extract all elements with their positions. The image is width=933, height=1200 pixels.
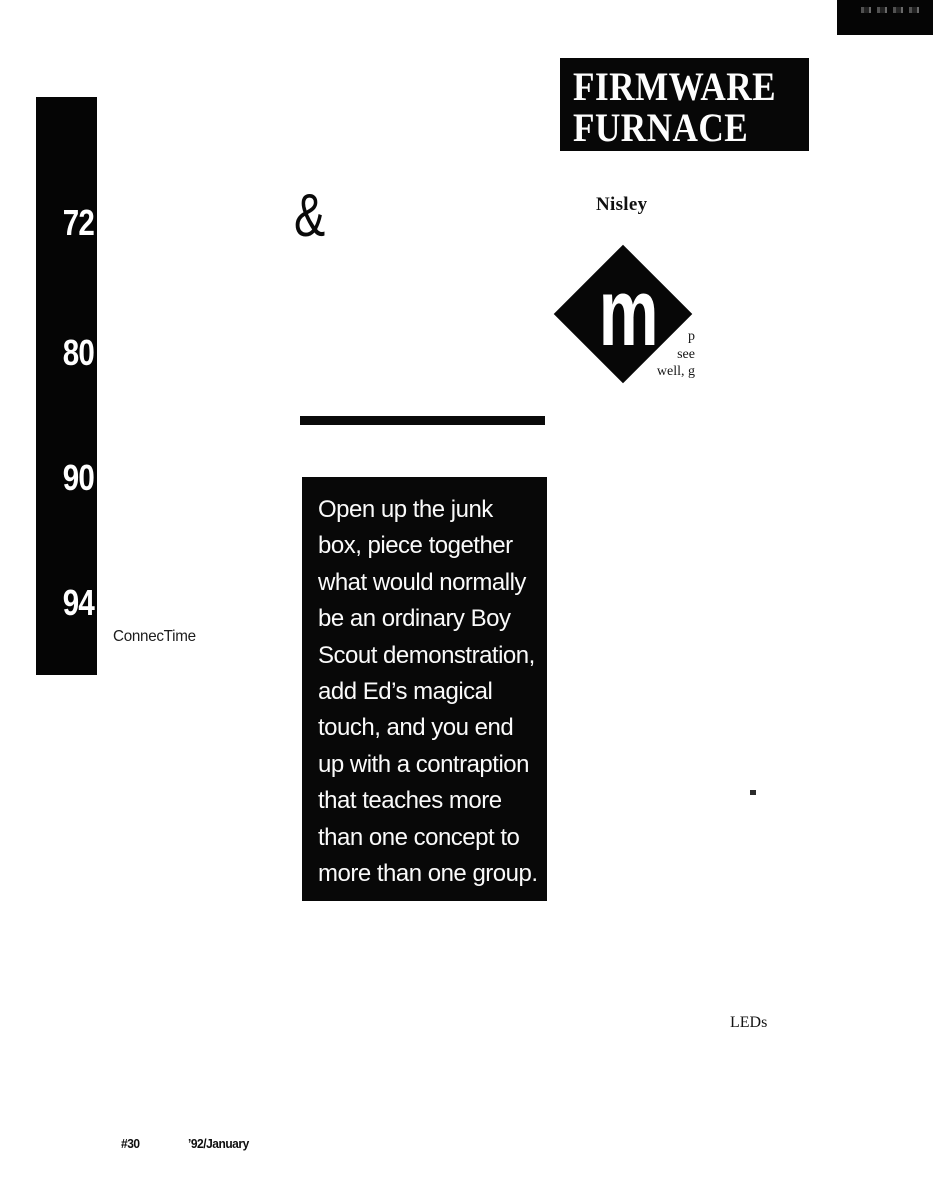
page-number-90: 90 [62, 457, 94, 498]
section-label-connectime: ConnecTime [113, 628, 196, 645]
page-number-bar [36, 97, 97, 750]
quote-line: more than one group. [318, 860, 538, 888]
quote-line: Scout demonstration, [318, 641, 535, 669]
footer-date: ’92/January [188, 1136, 249, 1151]
masthead-line-1: FIRMWARE [573, 64, 776, 109]
clipped-text-fragments [600, 328, 695, 381]
quote-line: what would normally [318, 568, 526, 596]
ampersand-glyph: & [294, 182, 326, 249]
horizontal-rule-bar [300, 416, 545, 425]
column-masthead [560, 58, 809, 151]
leds-caption: LEDs [730, 1014, 768, 1031]
page-number-72: 72 [62, 202, 94, 243]
fragment-line: see [677, 346, 695, 362]
author-name: Nisley [596, 194, 648, 215]
footer-issue-number: #30 [121, 1136, 140, 1151]
quote-line: that teaches more [318, 787, 502, 815]
page-number-80: 80 [62, 332, 94, 373]
quote-line: box, piece together [318, 532, 513, 560]
page-number-94: 94 [62, 582, 94, 623]
page-number-100: 100 [47, 709, 94, 750]
quote-line: than one concept to [318, 823, 520, 851]
quote-line: up with a contraption [318, 750, 529, 778]
quote-line: Open up the junk [318, 496, 493, 523]
scan-speck [750, 790, 756, 795]
quote-line: be an ordinary Boy [318, 605, 511, 633]
quote-line: add Ed’s magical [318, 678, 493, 706]
scan-noise-streak [855, 7, 925, 13]
page-corner-bleed-box [837, 0, 933, 35]
diamond-logo-letter: m [598, 259, 659, 366]
masthead-line-2: FURNACE [573, 105, 749, 150]
fragment-line: p [688, 329, 695, 344]
pull-quote-box [302, 477, 547, 901]
quote-line: touch, and you end [318, 714, 514, 742]
fragment-line: well, g [656, 364, 695, 379]
